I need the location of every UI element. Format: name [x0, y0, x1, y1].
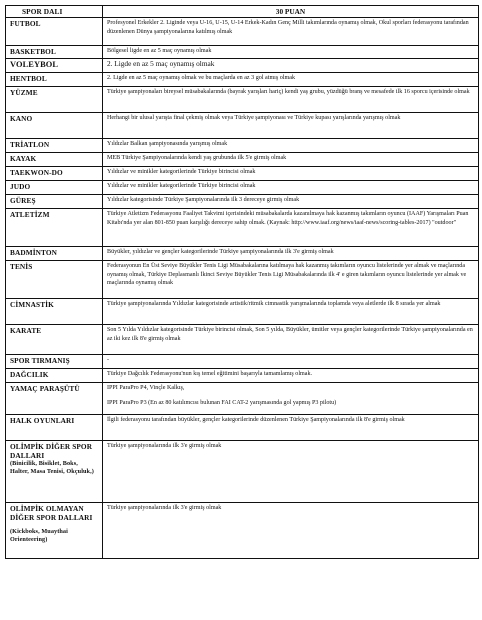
criteria-table	[5, 5, 479, 559]
criteria-text: Yıldızlar kategorisinde Türkiye Şampiyonalarında ilk 3 dereceye girmiş olmak	[103, 195, 479, 209]
criteria-text: Büyükler, yıldızlar ve gençler kategorilerinde Türkiye şampiyonalarında ilk 3'e girmiş olmak	[103, 247, 479, 261]
table-row	[6, 209, 479, 247]
table-row	[6, 383, 479, 415]
sport-name: ATLETİZM	[6, 209, 103, 247]
criteria-text: Türkiye Dağcılık Federasyonu'nun kış temel eğitimini başarıyla tamamlamış olmak.	[103, 369, 479, 383]
criteria-text: MEB Türkiye Şampiyonalarında kendi yaş grubunda ilk 5'e girmiş olmak	[103, 153, 479, 167]
table-header-row	[6, 6, 479, 18]
sport-name: KAYAK	[6, 153, 103, 167]
sport-name: YÜZME	[6, 87, 103, 113]
criteria-text: İlgili federasyonu tarafından büyükler, gençler kategorilerinde düzenlenen Türkiye Şampiyonalarında ilk 8'e girmiş olmak	[103, 415, 479, 441]
sport-name-sub: (Binicilik, Bisiklet, Boks, Halter, Masa Tenisi, Okçuluk,)	[10, 460, 94, 476]
criteria-text	[103, 383, 479, 415]
table-row	[6, 299, 479, 325]
sport-name: TAEKWON-DO	[6, 167, 103, 181]
criteria-text: Herhangi bir ulusal yarışta final çekmiş olmak veya Türkiye şampiyonası ve Türkiye kupası yarışlarında yarışmış olmak	[103, 113, 479, 139]
criteria-text: -	[103, 355, 479, 369]
criteria-text: Türkiye şampiyonalarında ilk 3'e girmiş olmak	[103, 441, 479, 503]
sport-name-main: OLİMPİK OLMAYAN DİĞER SPOR DALLARI	[10, 504, 93, 522]
table-row	[6, 167, 479, 181]
criteria-line: IPPI ParaPro P3 (En az 80 katılımcısı bulunan FAI CAT-2 yarışmasında gol yapmış P3 pilotu)	[107, 399, 337, 406]
criteria-text: 2. Ligde en az 5 maç oynamış olmak	[103, 59, 479, 73]
table-row	[6, 59, 479, 73]
criteria-line: IPPI ParaPro P4, Vinçle Kalkış,	[107, 385, 185, 391]
table-row	[6, 46, 479, 59]
sport-name: KANO	[6, 113, 103, 139]
sport-name: CİMNASTİK	[6, 299, 103, 325]
table-row	[6, 113, 479, 139]
table-row	[6, 503, 479, 559]
table-row	[6, 73, 479, 87]
criteria-text: Yıldızlar Balkan şampiyonasında yarışmış olmak	[103, 139, 479, 153]
criteria-text: Bölgesel ligde en az 5 maç oynamış olmak	[103, 46, 479, 59]
table-row	[6, 369, 479, 383]
sport-name: SPOR TIRMANIŞ	[6, 355, 103, 369]
sport-name: KARATE	[6, 325, 103, 355]
sport-name: BASKETBOL	[6, 46, 103, 59]
table-row	[6, 181, 479, 195]
table-row	[6, 441, 479, 503]
sport-name: JUDO	[6, 181, 103, 195]
table-row	[6, 247, 479, 261]
sport-name: FUTBOL	[6, 18, 103, 46]
table-row	[6, 355, 479, 369]
table-row	[6, 415, 479, 441]
sport-name	[6, 503, 103, 559]
sport-name-sub: (Kickboks, Muaythai Orienteering)	[10, 528, 68, 544]
sport-name: TRİATLON	[6, 139, 103, 153]
sport-name: VOLEYBOL	[6, 59, 103, 73]
table-row	[6, 153, 479, 167]
criteria-text: Türkiye Atletizm Federasyonu Faaliyet Takvimi içerisindeki müsabakalarda kazanılmaya hak kazanmış takımların oyuncu (IAAF) Yarışmaları Puan Kitabı'nda yer alan 801-850 puan karşılığı dereceye sahip olmak. (Kaynak: http://www.iaaf.org/news/iaaf-news/scoring-tables-2017) "outdoor"	[103, 209, 479, 247]
criteria-text: Türkiye şampiyonalarında Yıldızlar kategorisinde artistik/ritmik cimnastik yarışmalarında toplamda veya aletlerde ilk 8 sırada yer almak	[103, 299, 479, 325]
sport-name: TENİS	[6, 261, 103, 299]
table-row	[6, 87, 479, 113]
table-row	[6, 18, 479, 46]
sport-name: GÜREŞ	[6, 195, 103, 209]
sport-name	[6, 441, 103, 503]
criteria-text: Profesyonel Erkekler 2. Liginde veya U-16, U-15, U-14 Erkek-Kadın Genç Milli takımlarında oynamış olmak, Okul sporları federasyonu tarafından düzenlenen Dünya şampiyonalarına katılmış olmak	[103, 18, 479, 46]
table-row	[6, 139, 479, 153]
sport-name: DAĞCILIK	[6, 369, 103, 383]
sport-name: BADMİNTON	[6, 247, 103, 261]
sport-name: HENTBOL	[6, 73, 103, 87]
sport-column-header: SPOR DALI	[6, 6, 103, 18]
table-row	[6, 261, 479, 299]
points-column-header: 30 PUAN	[103, 6, 479, 18]
criteria-text: Türkiye şampiyonalarında ilk 3'e girmiş olmak	[103, 503, 479, 559]
table-row	[6, 325, 479, 355]
criteria-text: Federasyonun En Üst Seviye Büyükler Tenis Ligi Müsabakalarına katılmaya hak kazanmış takımların oyuncu listelerinde yer almak ve maçlarında oynamış olmak, Türkiye Deplasmanlı İkinci Seviye Büyükler Tenis Ligi Müsabakalarında ilk 4' e giren takımların oyuncu listelerinde yer almak ve maçlarında oynamış olmak	[103, 261, 479, 299]
criteria-text: 2. Ligde en az 5 maç oynamış olmak ve bu maçlarda en az 3 gol atmış olmak	[103, 73, 479, 87]
sport-name: YAMAÇ PARAŞÜTÜ	[6, 383, 103, 415]
table-row	[6, 195, 479, 209]
criteria-text: Son 5 Yılda Yıldızlar kategorisinde Türkiye birincisi olmak, Son 5 yılda, Büyükler, ümitler veya gençler kategorilerinde Türkiye şampiyonalarında en az iki kez ilk 8'e girmiş olmak	[103, 325, 479, 355]
sport-name-main: OLİMPİK DİĞER SPOR DALLARI	[10, 442, 93, 460]
criteria-text: Türkiye şampiyonaları bireysel müsabakalarında (bayrak yarışları hariç) kendi yaş grubu, yüzdüğü branş ve mesafede ilk 16 sporcu içerisinde olmak	[103, 87, 479, 113]
criteria-text: Yıldızlar ve minikler kategorilerinde Türkiye birincisi olmak	[103, 181, 479, 195]
sport-name: HALK OYUNLARI	[6, 415, 103, 441]
criteria-text: Yıldızlar ve minikler kategorilerinde Türkiye birincisi olmak	[103, 167, 479, 181]
